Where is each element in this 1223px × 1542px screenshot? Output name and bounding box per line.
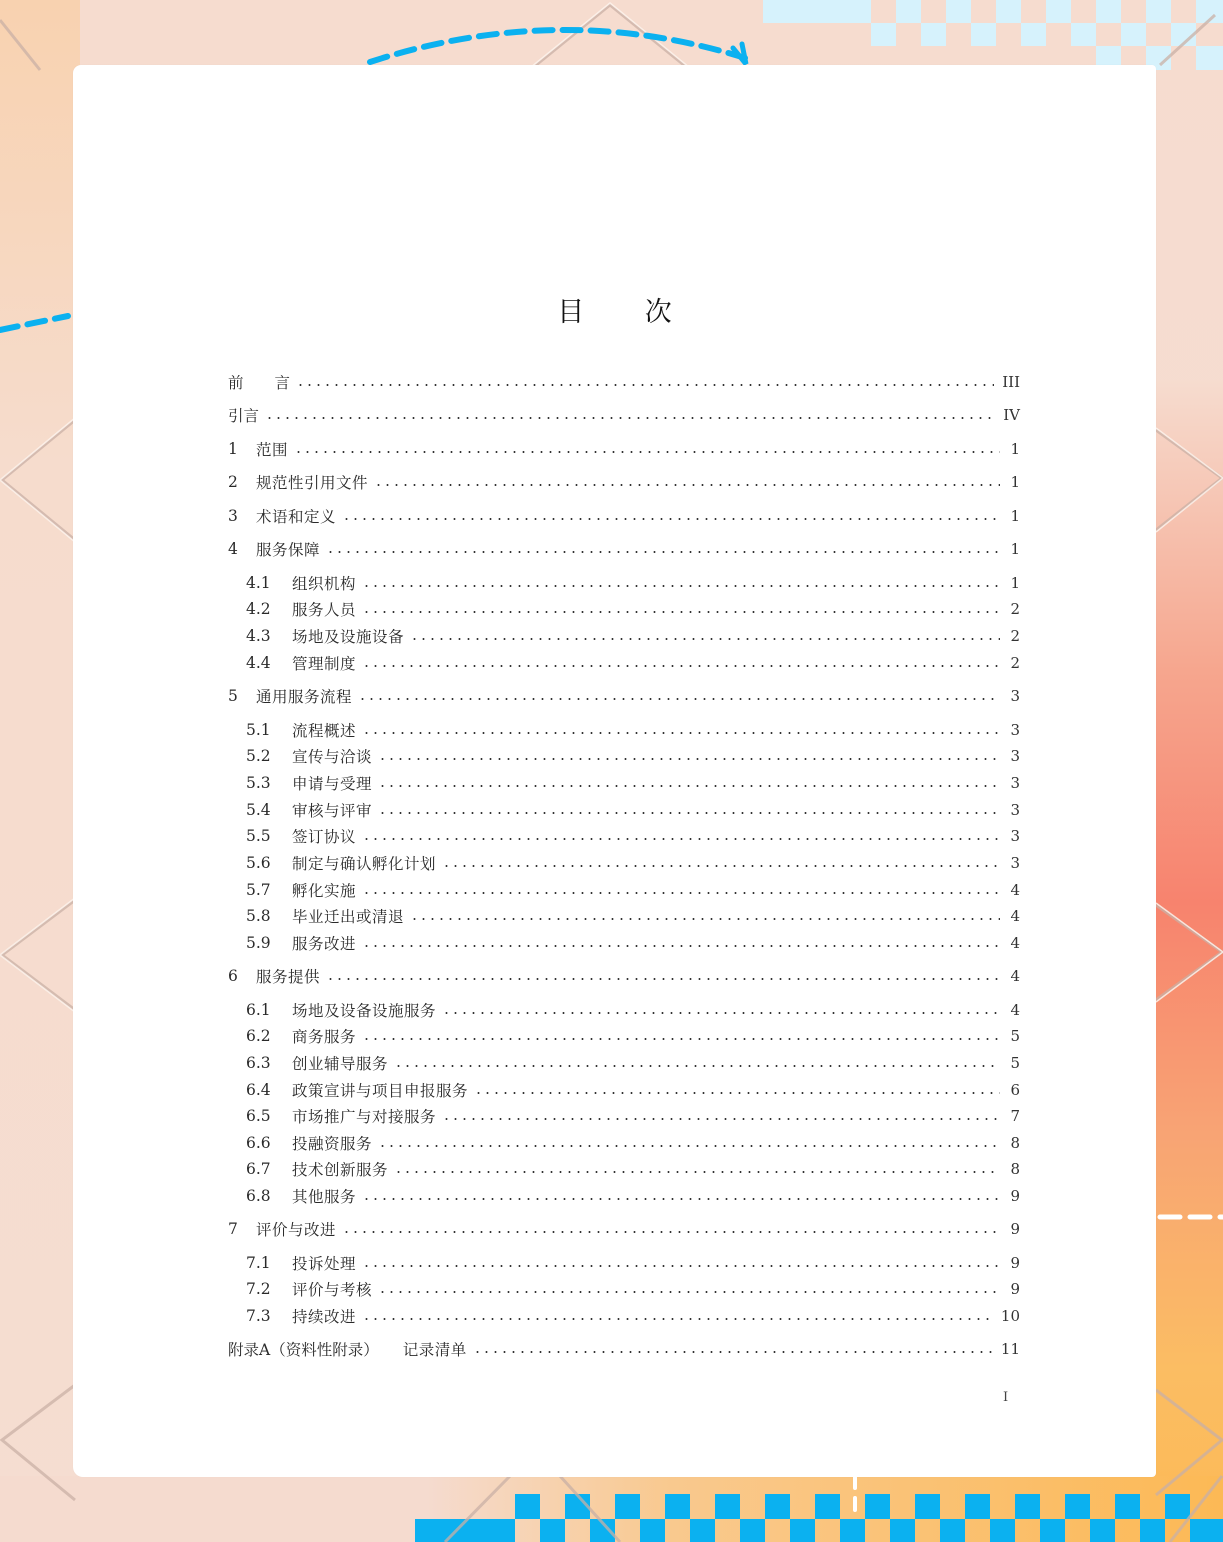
toc-entry-page: III (1002, 373, 1020, 391)
toc-entry[interactable] (246, 597, 1020, 621)
dot-leader (362, 838, 1000, 840)
toc-entry-number: 5.4 (246, 801, 271, 819)
toc-entry-number: 前 言 (228, 374, 291, 392)
toc-entry-label: 孵化实施 (292, 882, 357, 900)
dot-leader (378, 1145, 1000, 1147)
toc-entry-number: 5.6 (246, 854, 271, 872)
dot-leader (362, 1318, 993, 1320)
toc-entry-number: 7.2 (246, 1280, 271, 1298)
title-char-1: 目 (557, 297, 585, 328)
toc-entry-label: 签订协议 (292, 828, 357, 846)
toc-entry-page: 4 (1010, 934, 1020, 952)
toc-entry-page: 3 (1010, 827, 1020, 845)
toc-entry-number: 5.9 (246, 934, 271, 952)
toc-entry[interactable] (246, 878, 1020, 902)
dot-leader (362, 611, 1000, 613)
toc-entry-label: 管理制度 (292, 655, 357, 673)
toc-entry[interactable] (228, 504, 1020, 528)
toc-entry-number: 引言 (228, 407, 260, 425)
toc-entry-page: 1 (1010, 540, 1020, 558)
dot-leader (362, 732, 1000, 734)
toc-entry-page: 2 (1010, 654, 1020, 672)
page-title (73, 290, 1156, 329)
dot-leader (442, 1012, 1000, 1014)
dot-leader (378, 758, 1000, 760)
toc-entry-number: 7.1 (246, 1254, 271, 1272)
dot-leader (358, 698, 1000, 700)
toc-entry[interactable] (246, 1251, 1020, 1275)
toc-entry-page: 1 (1010, 507, 1020, 525)
dot-leader (474, 1092, 1000, 1094)
toc-entry-label: 审核与评审 (292, 802, 373, 820)
toc-entry[interactable] (228, 470, 1020, 494)
toc-entry[interactable] (246, 998, 1020, 1022)
toc-entry-number: 4.3 (246, 627, 271, 645)
toc-entry-number: 6.8 (246, 1187, 271, 1205)
dot-leader (374, 484, 1000, 486)
toc-entry-label: 组织机构 (292, 575, 357, 593)
toc-entry-label: 技术创新服务 (292, 1161, 389, 1179)
document-page (73, 65, 1156, 1477)
dot-leader (342, 518, 1000, 520)
toc-entry-page: 9 (1010, 1254, 1020, 1272)
toc-entry-label: 持续改进 (292, 1308, 357, 1326)
toc-entry-number: 7.3 (246, 1307, 271, 1325)
toc-entry-page: 6 (1010, 1081, 1020, 1099)
toc-entry-number: 6.4 (246, 1081, 271, 1099)
toc-entry-page: 4 (1010, 1001, 1020, 1019)
toc-entry[interactable] (246, 624, 1020, 648)
dot-leader (378, 812, 1000, 814)
toc-entry-page: 3 (1010, 854, 1020, 872)
toc-entry-label: 场地及设施设备 (292, 628, 405, 646)
toc-entry-label: 毕业迁出或清退 (292, 908, 405, 926)
toc-entry-page: 7 (1010, 1107, 1020, 1125)
dot-leader (265, 417, 995, 419)
dot-leader (442, 865, 1000, 867)
toc-entry-page: 8 (1010, 1160, 1020, 1178)
toc-entry-label: 通用服务流程 (256, 688, 353, 706)
toc-entry[interactable] (246, 1078, 1020, 1102)
toc-entry[interactable] (246, 571, 1020, 595)
toc-entry[interactable] (228, 1217, 1020, 1241)
toc-entry-label: 制定与确认孵化计划 (292, 855, 437, 873)
toc-entry-number: 4.2 (246, 600, 271, 618)
dot-leader (410, 918, 1000, 920)
toc-entry-number: 5.8 (246, 907, 271, 925)
toc-entry-page: 4 (1010, 907, 1020, 925)
toc-entry[interactable] (228, 1337, 1020, 1361)
title-char-2: 次 (644, 297, 672, 328)
toc-entry-page: 9 (1010, 1187, 1020, 1205)
toc-entry[interactable] (246, 1131, 1020, 1155)
dot-leader (362, 585, 1000, 587)
toc-entry[interactable] (246, 824, 1020, 848)
toc-entry-label: 流程概述 (292, 722, 357, 740)
toc-entry-number: 5.3 (246, 774, 271, 792)
dot-leader (378, 1291, 1000, 1293)
page-number: I (1003, 1390, 1009, 1405)
dot-leader (378, 785, 1000, 787)
toc-entry-number: 1 (228, 440, 238, 458)
toc-entry-number: 4.4 (246, 654, 271, 672)
toc-entry-page: 3 (1010, 721, 1020, 739)
checker-pattern-top (763, 0, 1223, 70)
toc-entry-number: 6.7 (246, 1160, 271, 1178)
toc-entry-number: 6.5 (246, 1107, 271, 1125)
toc-entry-label: 服务提供 (256, 968, 321, 986)
toc-entry[interactable] (228, 964, 1020, 988)
toc-entry-page: 3 (1010, 774, 1020, 792)
dot-leader (473, 1351, 993, 1353)
toc-entry-label: 其他服务 (292, 1188, 357, 1206)
toc-entry-number: 4 (228, 540, 238, 558)
toc-entry-number: 5.7 (246, 881, 271, 899)
dot-leader (362, 1265, 1000, 1267)
toc-entry-label: 投融资服务 (292, 1135, 373, 1153)
toc-entry-page: IV (1003, 406, 1020, 424)
toc-entry-page: 3 (1010, 801, 1020, 819)
toc-entry-page: 11 (1000, 1340, 1020, 1358)
dot-leader (362, 945, 1000, 947)
toc-entry-label: 规范性引用文件 (256, 474, 369, 492)
toc-entry[interactable] (246, 798, 1020, 822)
toc-entry[interactable] (228, 403, 1020, 427)
toc-entry-page: 2 (1010, 627, 1020, 645)
dot-leader (410, 638, 1000, 640)
toc-entry-label: 申请与受理 (292, 775, 373, 793)
toc-entry-label: 创业辅导服务 (292, 1055, 389, 1073)
toc-entry-label: 商务服务 (292, 1028, 357, 1046)
toc-entry[interactable] (246, 1051, 1020, 1075)
toc-entry-label: 场地及设备设施服务 (292, 1002, 437, 1020)
toc-entry-page: 1 (1010, 440, 1020, 458)
toc-entry[interactable] (246, 1024, 1020, 1048)
toc-entry-number: 6.2 (246, 1027, 271, 1045)
toc-entry[interactable] (228, 684, 1020, 708)
toc-entry-page: 1 (1010, 574, 1020, 592)
toc-entry-page: 2 (1010, 600, 1020, 618)
toc-entry-page: 9 (1010, 1220, 1020, 1238)
toc-entry[interactable] (246, 851, 1020, 875)
toc-entry[interactable] (246, 771, 1020, 795)
toc-entry[interactable] (246, 1104, 1020, 1128)
toc-entry[interactable] (246, 718, 1020, 742)
toc-entry-label: 服务保障 (256, 541, 321, 559)
dot-leader (362, 1198, 1000, 1200)
toc-entry-page: 4 (1010, 881, 1020, 899)
toc-entry-number: 6 (228, 967, 238, 985)
toc-entry-label: 记录清单 (402, 1341, 467, 1359)
toc-entry-label: 术语和定义 (256, 508, 337, 526)
toc-entry-number: 附录A（资料性附录） (228, 1341, 379, 1359)
toc-entry[interactable] (246, 931, 1020, 955)
dot-leader (362, 892, 1000, 894)
toc-entry[interactable] (246, 904, 1020, 928)
toc-entry-page: 3 (1010, 687, 1020, 705)
dot-leader (394, 1171, 1000, 1173)
toc-entry-page: 4 (1010, 967, 1020, 985)
checker-pattern-bottom (410, 1494, 1223, 1542)
toc-entry-page: 1 (1010, 473, 1020, 491)
toc-entry-number: 5.1 (246, 721, 271, 739)
toc-entry-number: 3 (228, 507, 238, 525)
toc-entry-number: 4.1 (246, 574, 271, 592)
toc-entry[interactable] (246, 1184, 1020, 1208)
toc-entry-label: 政策宣讲与项目申报服务 (292, 1082, 469, 1100)
toc-entry-label: 评价与改进 (256, 1221, 337, 1239)
dot-leader (294, 451, 1000, 453)
toc-entry-page: 8 (1010, 1134, 1020, 1152)
background-left-gradient (0, 0, 80, 1542)
toc-entry-page: 5 (1010, 1027, 1020, 1045)
toc-entry-label: 服务人员 (292, 601, 357, 619)
dot-leader (326, 551, 1000, 553)
toc-entry-label: 服务改进 (292, 935, 357, 953)
toc-entry[interactable] (246, 1157, 1020, 1181)
toc-entry-number: 7 (228, 1220, 238, 1238)
toc-entry[interactable] (246, 651, 1020, 675)
toc-entry-number: 5 (228, 687, 238, 705)
toc-entry-number: 6.1 (246, 1001, 271, 1019)
toc-entry[interactable] (246, 744, 1020, 768)
dot-leader (362, 665, 1000, 667)
toc-entry[interactable] (246, 1304, 1020, 1328)
toc-entry-page: 10 (1000, 1307, 1020, 1325)
toc-entry-number: 6.3 (246, 1054, 271, 1072)
dot-leader (394, 1065, 1000, 1067)
dot-leader (442, 1118, 1000, 1120)
toc-entry-page: 5 (1010, 1054, 1020, 1072)
toc-entry-page: 3 (1010, 747, 1020, 765)
toc-entry-label: 范围 (256, 441, 289, 459)
dot-leader (326, 978, 1000, 980)
toc-entry[interactable] (246, 1277, 1020, 1301)
dot-leader (296, 384, 994, 386)
toc-entry[interactable] (228, 437, 1020, 461)
toc-entry-page: 9 (1010, 1280, 1020, 1298)
toc-entry-label: 评价与考核 (292, 1281, 373, 1299)
toc-entry-number: 5.5 (246, 827, 271, 845)
toc-entry-number: 2 (228, 473, 238, 491)
toc-entry[interactable] (228, 370, 1020, 394)
toc-entry-label: 投诉处理 (292, 1255, 357, 1273)
toc-entry-number: 6.6 (246, 1134, 271, 1152)
dot-leader (342, 1231, 1000, 1233)
toc-entry[interactable] (228, 537, 1020, 561)
toc-entry-label: 宣传与洽谈 (292, 748, 373, 766)
toc-entry-number: 5.2 (246, 747, 271, 765)
dot-leader (362, 1038, 1000, 1040)
toc-entry-label: 市场推广与对接服务 (292, 1108, 437, 1126)
